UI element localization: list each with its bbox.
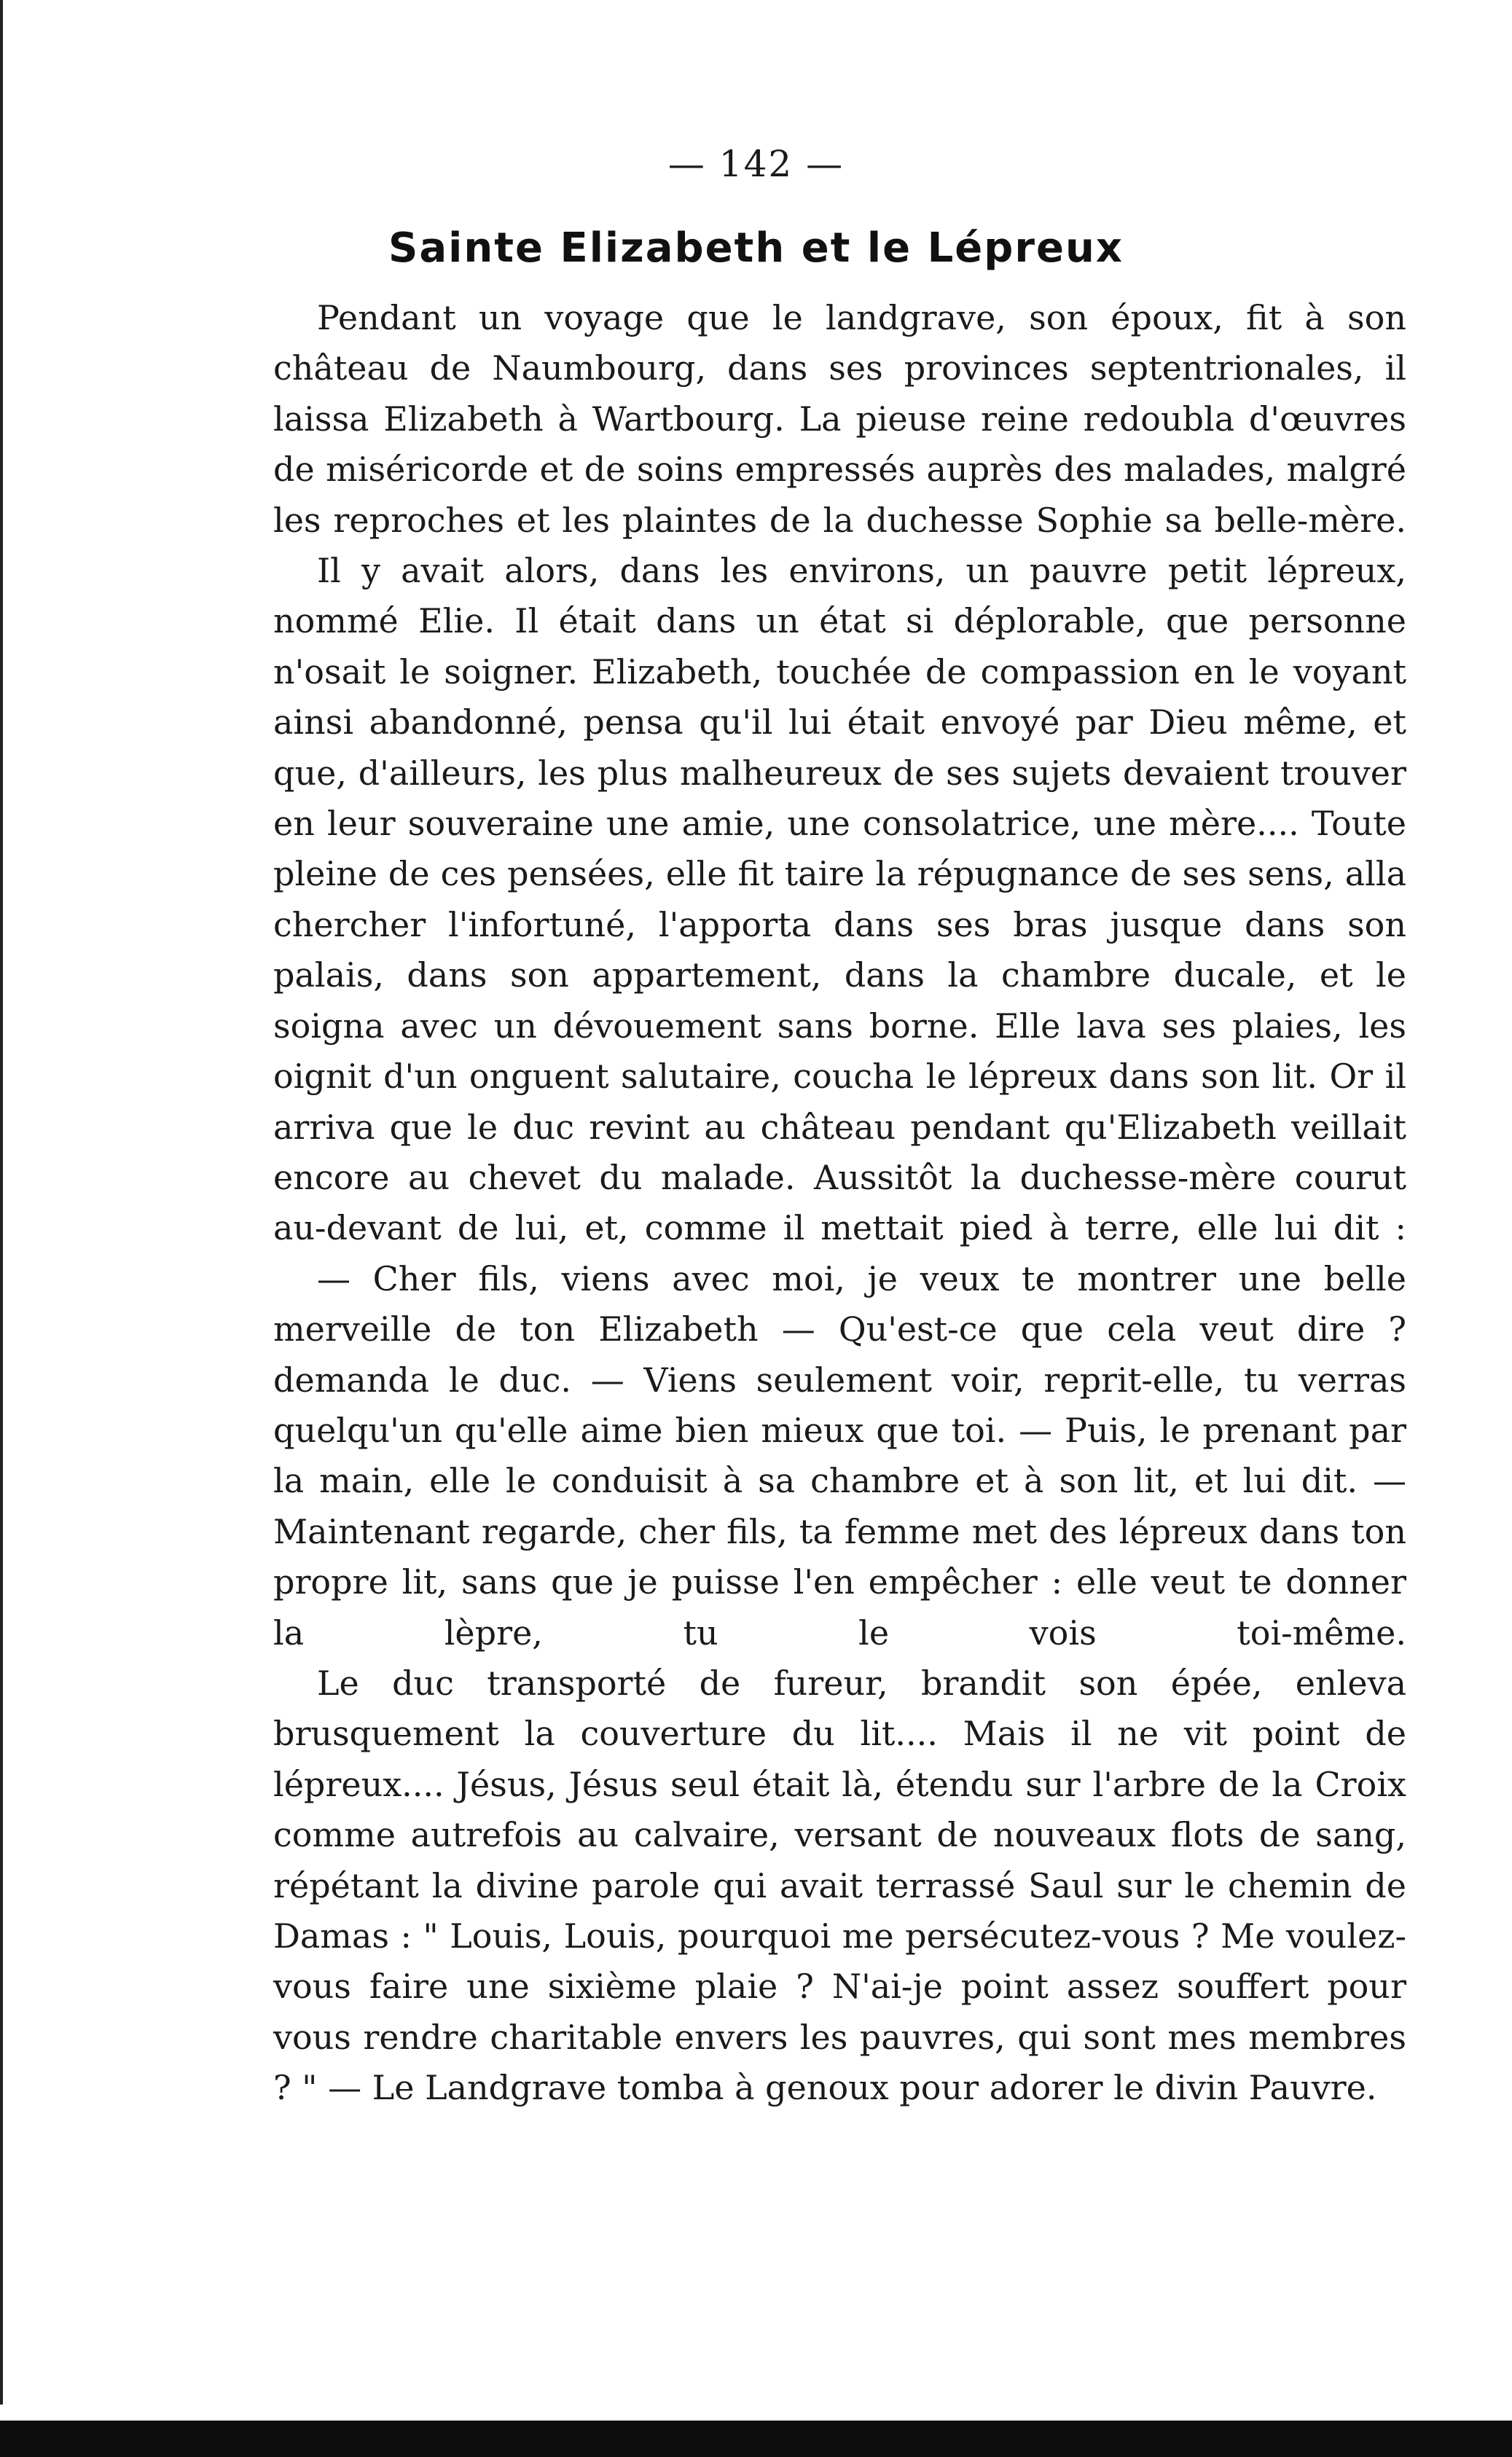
paragraph-4: Le duc transporté de fureur, brandit son épée, enleva brusquement la couverture du lit.... Mais il ne vit point de lépreux.... Jésus, Jésus seul était là, étendu sur l'arbre de la Croix comme autrefois au calvaire, versant de nouveaux flots de sang, répétant la divine parole qui avait terrassé Saul sur le chemin de Damas : " Louis, Louis, pourquoi me persécutez-vous ? Me voulez-vous faire une sixième plaie ? N'ai-je point assez souffert pour vous rendre charitable envers les pauvres, qui sont mes membres ? " — Le Landgrave tomba à genoux pour adorer le divin Pauvre. [273, 1663, 1406, 2108]
paragraph-1: Pendant un voyage que le landgrave, son époux, fit à son château de Naumbourg, dans ses provinces septentrionales, il laissa Elizabeth à Wartbourg. La pieuse reine redoubla d'œuvres de miséricorde et de soins empressés auprès des malades, malgré les reproches et les plaintes de la duchesse Sophie sa belle-mère. [273, 298, 1406, 540]
paragraph-3: — Cher fils, viens avec moi, je veux te montrer une belle merveille de ton Elizabeth — Qu'est-ce que cela veut dire ? demanda le duc. — Viens seulement voir, reprit-elle, tu verras quelqu'un qu'elle aime bien mieux que toi. — Puis, le prenant par la main, elle le conduisit à sa chambre et à son lit, et lui dit. — Maintenant regarde, cher fils, ta femme met des lépreux dans ton propre lit, sans que je puisse l'en empêcher : elle veut te donner la lèpre, tu le vois toi-même. [273, 1258, 1406, 1653]
bottom-scan-bar [0, 2421, 1512, 2457]
left-margin-rule [0, 0, 3, 2405]
page-title: Sainte Elizabeth et le Lépreux [388, 224, 1124, 272]
page-number: — 142 — [667, 143, 845, 185]
body-text [273, 293, 1406, 2114]
paragraph-2: Il y avait alors, dans les environs, un pauvre petit lépreux, nommé Elie. Il était dans un état si déplorable, que personne n'osait le soigner. Elizabeth, touchée de compassion en le voyant ainsi abandonné, pensa qu'il lui était envoyé par Dieu même, et que, d'ailleurs, les plus malheureux de ses sujets devaient trouver en leur souveraine une amie, une consolatrice, une mère.... Toute pleine de ces pensées, elle fit taire la répugnance de ses sens, alla chercher l'infortuné, l'apporta dans ses bras jusque dans son palais, dans son appartement, dans la chambre ducale, et le soigna avec un dévouement sans borne. Elle lava ses plaies, les oignit d'un onguent salutaire, coucha le lépreux dans son lit. Or il arriva que le duc revint au château pendant qu'Elizabeth veillait encore au chevet du malade. Aussitôt la duchesse-mère courut au-devant de lui, et, comme il mettait pied à terre, elle lui dit : [273, 551, 1406, 1248]
